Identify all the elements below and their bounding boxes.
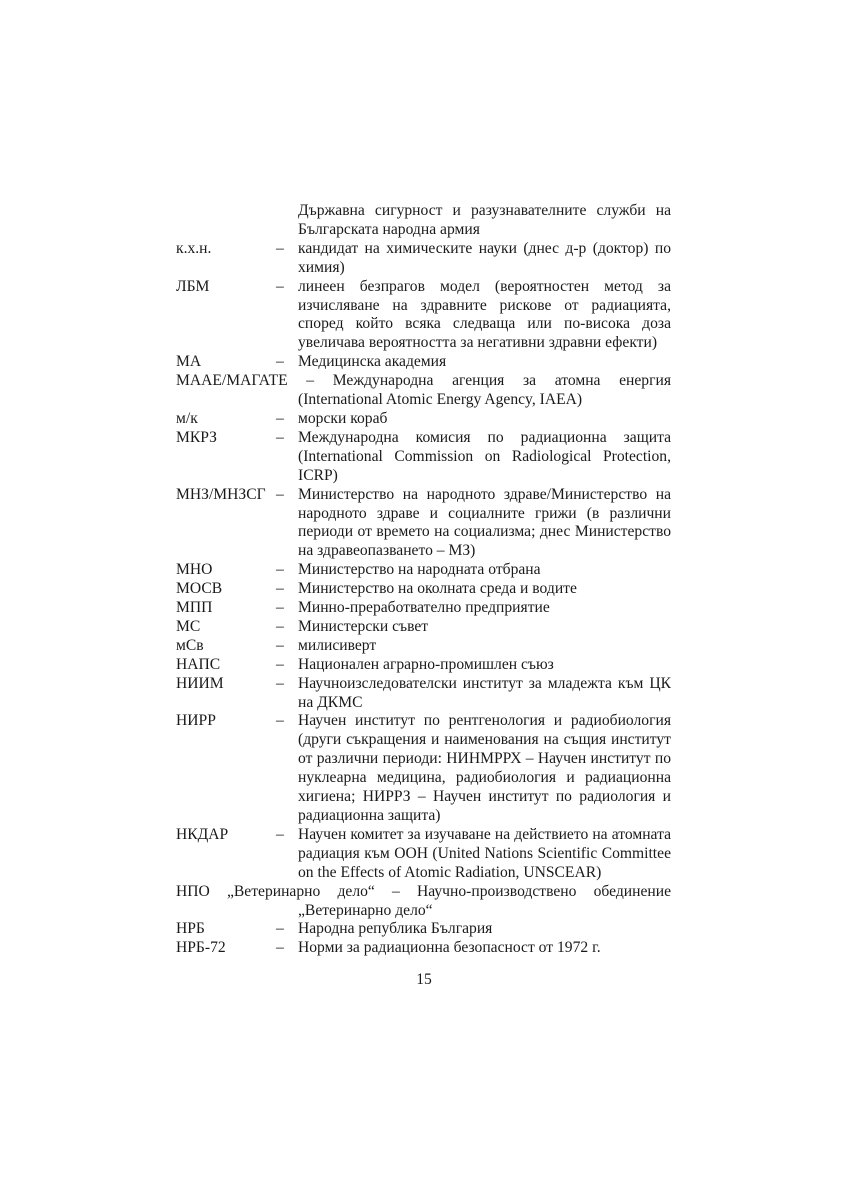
- abbreviation-term: МНО: [176, 561, 213, 579]
- abbreviation-definition: кандидат на химическите науки (днес д-р (доктор) по химия): [298, 239, 671, 276]
- dash-separator: –: [276, 485, 284, 503]
- abbreviation-term: МААЕ/МАГАТЕ: [176, 372, 288, 390]
- dash-separator: –: [276, 428, 284, 446]
- abbreviation-definition: Национален аграрно-промишлен съюз: [298, 655, 554, 673]
- abbreviation-term: НРБ-72: [176, 939, 226, 957]
- abbreviation-definition: [176, 883, 671, 921]
- abbreviation-definition: Министерство на народната отбрана: [298, 561, 541, 579]
- list-item: [176, 883, 671, 921]
- list-item: [176, 826, 671, 883]
- list-item: [176, 486, 671, 562]
- abbreviation-definition: Медицинска академия: [298, 353, 447, 371]
- definition-text: Международна агенция за атомна енергия (International Atomic Energy Agency, IAEA): [298, 372, 671, 409]
- list-item: [176, 618, 671, 637]
- dash-separator: –: [276, 655, 284, 673]
- abbreviation-definition: линеен безпрагов модел (вероятностен метод за изчисляване на здравните рискове от радиацията, според който всяка следваща или по-висока доза увеличава вероятността за негативни здравни ефекти): [298, 277, 671, 352]
- abbreviation-term: МПП: [176, 599, 213, 617]
- abbreviation-term: МС: [176, 617, 201, 635]
- dash-separator: –: [276, 825, 284, 843]
- dash-separator: –: [276, 353, 284, 371]
- dash-separator: –: [276, 712, 284, 730]
- abbreviation-term: НИРР: [176, 712, 216, 730]
- list-item: [176, 939, 671, 958]
- abbreviation-term: к.х.н.: [176, 239, 212, 257]
- list-item: [176, 240, 671, 278]
- abbreviation-term: НПО „Ветеринарно дело“: [176, 882, 375, 900]
- list-item: [176, 675, 671, 713]
- abbreviation-definition: Министерство на околната среда и водите: [298, 580, 577, 598]
- dash-separator: –: [276, 939, 284, 957]
- abbreviation-term: НРБ: [176, 920, 205, 938]
- abbreviation-definition: Международна комисия по радиационна защита (International Commission on Radiological Protection, ICRP): [298, 428, 671, 484]
- list-item: [176, 429, 671, 486]
- dash-separator: –: [276, 580, 284, 598]
- list-item: [176, 712, 671, 825]
- list-item: [176, 920, 671, 939]
- abbreviation-term: НИИМ: [176, 674, 224, 692]
- abbreviation-definition: Научен институт по рентгенология и радиобиология (други съкращения и наименования на същия институт от различни периоди: НИНМРРХ – Научен институт по нуклеарна медицина, радиобиология и радиационна хигиена; НИРРЗ – Научен институт по радиология и радиационна защита): [298, 712, 671, 824]
- list-item: [176, 410, 671, 429]
- abbreviation-term: м/к: [176, 409, 198, 427]
- list-item: [176, 599, 671, 618]
- abbreviation-term: МКРЗ: [176, 428, 217, 446]
- list-item: [176, 353, 671, 372]
- abbreviation-definition: Минно-преработвателно предприятие: [298, 599, 550, 617]
- list-item: [176, 637, 671, 656]
- abbreviation-term: МОСВ: [176, 580, 223, 598]
- abbreviation-definition: Министерски съвет: [298, 617, 429, 635]
- dash-separator: –: [276, 239, 284, 257]
- abbreviations-list: [176, 202, 671, 958]
- list-item: [176, 372, 671, 410]
- abbreviation-definition: Научен комитет за изучаване на действието на атомната радиация към ООН (United Nations Scientific Committee on the Effects of Atomic Radiation, UNSCEAR): [298, 825, 671, 881]
- abbreviation-definition: Народна република България: [298, 920, 493, 938]
- list-item: [176, 580, 671, 599]
- abbreviation-definition: морски кораб: [298, 409, 388, 427]
- dash-separator: –: [276, 920, 284, 938]
- dash-separator: –: [276, 674, 284, 692]
- abbreviation-definition: Министерство на народното здраве/Министерство на народното здраве и социалните грижи (в различни периоди от времето на социализма; днес Министерство на здравеопазването – МЗ): [298, 485, 671, 560]
- abbreviation-term: НАПС: [176, 655, 221, 673]
- page-number: 15: [416, 971, 432, 988]
- dash-separator: –: [276, 617, 284, 635]
- dash-separator: –: [276, 409, 284, 427]
- abbreviation-term: МНЗ/МНЗСГ: [176, 485, 266, 503]
- dash-separator: –: [306, 372, 315, 390]
- dash-separator: –: [276, 599, 284, 617]
- dash-separator: –: [276, 277, 284, 295]
- dash-separator: –: [392, 882, 400, 900]
- continuation-text: Държавна сигурност и разузнавателните служби на Българската народна армия: [298, 202, 671, 238]
- definition-text: Научно-производствено обединение „Ветеринарно дело“: [298, 882, 671, 919]
- abbreviation-term: НКДАР: [176, 825, 229, 843]
- abbreviation-definition: [176, 372, 671, 410]
- dash-separator: –: [276, 636, 284, 654]
- list-item: [176, 278, 671, 354]
- abbreviation-term: МА: [176, 353, 202, 371]
- list-item: [176, 656, 671, 675]
- abbreviation-term: мСв: [176, 636, 204, 654]
- abbreviation-definition: Научноизследователски институт за младежта към ЦК на ДКМС: [298, 674, 671, 711]
- abbreviation-definition: Норми за радиационна безопасност от 1972 г.: [298, 939, 601, 957]
- abbreviation-term: ЛБМ: [176, 277, 210, 295]
- abbreviation-definition: милисиверт: [298, 636, 377, 654]
- dash-separator: –: [276, 561, 284, 579]
- list-item: [176, 561, 671, 580]
